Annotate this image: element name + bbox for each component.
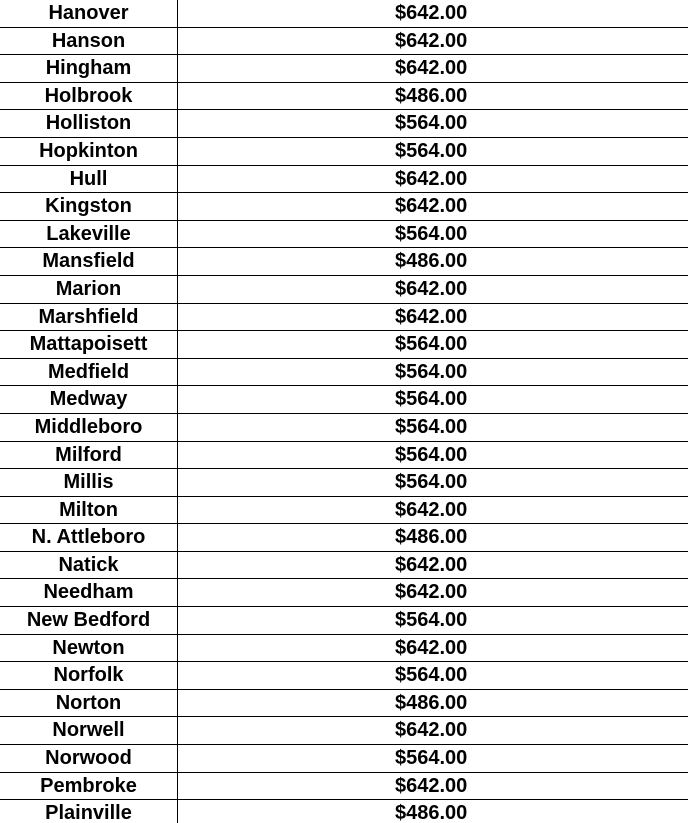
price-cell: $642.00 [395,719,468,742]
table-row [0,579,688,607]
town-cell: Medfield [0,359,178,386]
table-row [0,800,688,823]
town-cell: Hingham [0,55,178,82]
town-cell: Hopkinton [0,138,178,165]
town-cell: Plainville [0,800,178,823]
table-row [0,166,688,194]
town-cell: Hanson [0,28,178,55]
price-cell: $564.00 [395,112,468,135]
town-cell: Kingston [0,193,178,220]
price-cell: $564.00 [395,664,468,687]
table-row [0,331,688,359]
town-cell: Millis [0,469,178,496]
town-cell: Medway [0,386,178,413]
table-row [0,138,688,166]
table-row [0,359,688,387]
price-cell: $564.00 [395,609,468,632]
price-cell: $642.00 [395,305,468,328]
price-cell: $564.00 [395,222,468,245]
table-row [0,607,688,635]
town-cell: Hanover [0,0,178,27]
town-cell: N. Attleboro [0,524,178,551]
price-cell: $642.00 [395,195,468,218]
price-cell: $486.00 [395,84,468,107]
table-row [0,28,688,56]
table-row [0,552,688,580]
table-row [0,773,688,801]
price-cell: $642.00 [395,498,468,521]
price-cell: $642.00 [395,581,468,604]
table-row [0,248,688,276]
table-row [0,55,688,83]
price-cell: $564.00 [395,747,468,770]
price-cell: $486.00 [395,250,468,273]
town-cell: Newton [0,635,178,662]
price-cell: $642.00 [395,2,468,24]
town-cell: Middleboro [0,414,178,441]
price-cell: $642.00 [395,277,468,300]
table-row [0,276,688,304]
price-cell: $564.00 [395,139,468,162]
town-cell: Norwell [0,717,178,744]
town-cell: Norfolk [0,662,178,689]
price-cell: $642.00 [395,167,468,190]
price-cell: $564.00 [395,360,468,383]
table-row [0,304,688,332]
town-cell: Holbrook [0,83,178,110]
price-cell: $486.00 [395,691,468,714]
price-cell: $642.00 [395,57,468,80]
table-row [0,497,688,525]
table-row [0,717,688,745]
town-cell: Norton [0,690,178,717]
table-row [0,0,688,28]
table-row [0,221,688,249]
town-cell: Milton [0,497,178,524]
town-cell: Norwood [0,745,178,772]
table-row [0,745,688,773]
town-cell: New Bedford [0,607,178,634]
price-cell: $564.00 [395,443,468,466]
table-row [0,83,688,111]
town-cell: Needham [0,579,178,606]
table-row [0,442,688,470]
town-cell: Pembroke [0,773,178,800]
town-cell: Mansfield [0,248,178,275]
table-row [0,110,688,138]
price-cell: $486.00 [395,526,468,549]
price-cell: $564.00 [395,471,468,494]
price-cell: $642.00 [395,636,468,659]
table-row [0,414,688,442]
price-cell: $564.00 [395,415,468,438]
table-row [0,386,688,414]
table-row [0,469,688,497]
town-cell: Lakeville [0,221,178,248]
table-row [0,635,688,663]
price-cell: $564.00 [395,333,468,356]
price-cell: $642.00 [395,774,468,797]
table-row [0,193,688,221]
price-cell: $564.00 [395,388,468,411]
price-cell: $642.00 [395,553,468,576]
town-cell: Natick [0,552,178,579]
town-cell: Marshfield [0,304,178,331]
table-row [0,524,688,552]
town-cell: Hull [0,166,178,193]
table-row [0,662,688,690]
table-row [0,690,688,718]
town-cell: Marion [0,276,178,303]
town-cell: Milford [0,442,178,469]
town-cell: Mattapoisett [0,331,178,358]
price-cell: $486.00 [395,802,468,823]
price-cell: $642.00 [395,29,468,52]
town-cell: Holliston [0,110,178,137]
